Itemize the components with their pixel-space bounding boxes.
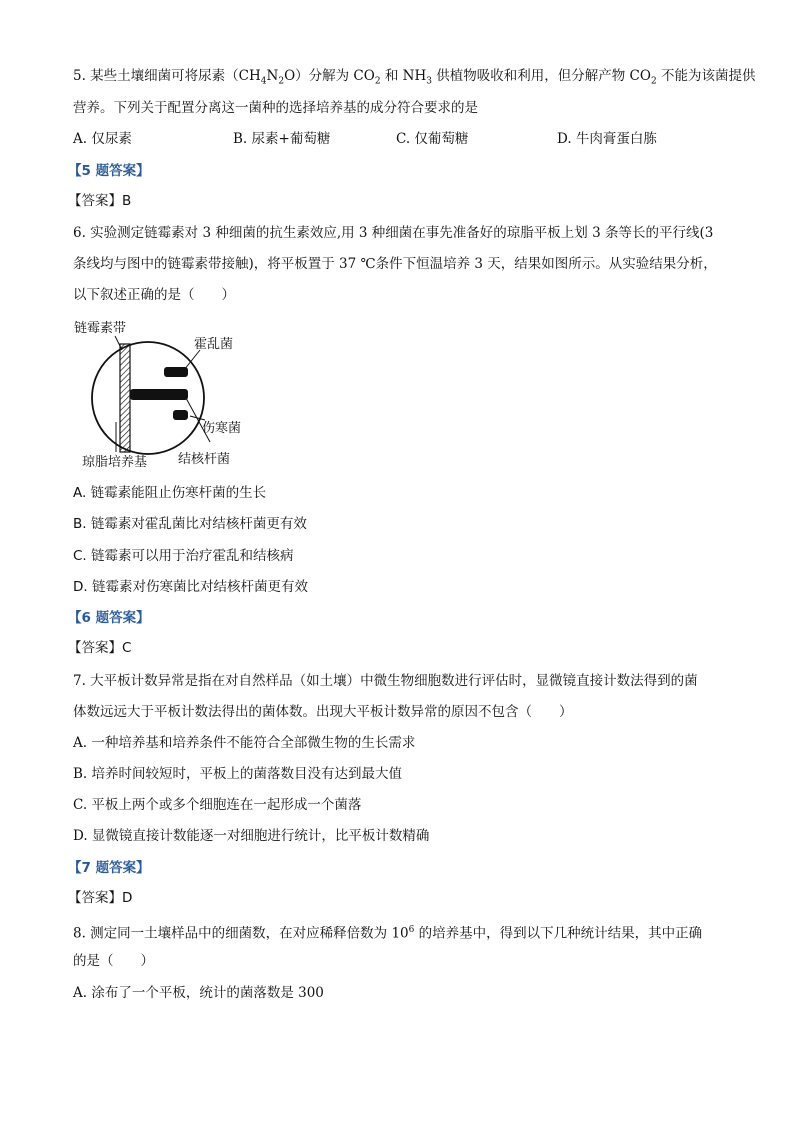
typhoid-streak — [173, 410, 188, 420]
q5-text-d: 和 NH — [380, 68, 427, 84]
q6-option-d: D. 链霉素对伤寒菌比对结核杆菌更有效 — [73, 579, 308, 595]
label-agar: 琼脂培养基 — [82, 455, 148, 470]
q8-stem-line1 — [73, 920, 702, 944]
leader-line — [184, 350, 200, 370]
q7-answer: 【答案】D — [68, 890, 133, 906]
q5-text-a: 5. 某些土壤细菌可将尿素（CH — [73, 68, 261, 84]
q5-answer: 【答案】B — [68, 193, 132, 209]
q6-answer-title: 【6 题答案】 — [68, 610, 150, 626]
petri-dish-diagram — [60, 312, 280, 472]
q8-text-a: 8. 测定同一土壤样品中的细菌数，在对应稀释倍数为 10 — [73, 925, 409, 942]
q5-stem-line2: 营养。下列关于配置分离这一菌种的选择培养基的成分符合要求的是 — [73, 100, 478, 116]
q5-answer-title: 【5 题答案】 — [68, 163, 150, 179]
label-streptomycin: 链霉素带 — [74, 321, 127, 336]
q7-option-a: A. 一种培养基和培养条件不能符合全部微生物的生长需求 — [73, 735, 416, 751]
q5-sub: 3 — [426, 76, 432, 87]
q5-text-e: 供植物吸收和利用，但分解产物 CO — [431, 68, 651, 84]
label-typhoid: 伤寒菌 — [202, 421, 242, 436]
q6-option-b: B. 链霉素对霍乱菌比对结核杆菌更有效 — [73, 516, 307, 532]
q5-sub: 2 — [650, 76, 657, 87]
q7-answer-title: 【7 题答案】 — [68, 860, 150, 876]
q5-option-a: A. 仅尿素 — [73, 131, 132, 147]
q6-answer: 【答案】C — [68, 640, 132, 656]
q7-stem-line1: 7. 大平板计数异常是指在对自然样品（如土壤）中微生物细胞数进行评估时，显微镜直接计数法得到的菌 — [73, 673, 698, 689]
q7-option-b: B. 培养时间较短时，平板上的菌落数目没有达到最大值 — [73, 766, 403, 782]
q7-option-d: D. 显微镜直接计数能逐一对细胞进行统计，比平板计数精确 — [73, 828, 430, 844]
q6-option-a: A. 链霉素能阻止伤寒杆菌的生长 — [73, 485, 267, 501]
q8-stem-line2: 的是（ ） — [73, 953, 154, 969]
q5-option-b: B. 尿素+葡萄糖 — [233, 131, 331, 147]
q8-option-a: A. 涂布了一个平板，统计的菌落数是 300 — [73, 985, 324, 1001]
q8-text-b: 的培养基中，得到以下几种统计结果，其中正确 — [414, 925, 703, 942]
q5-option-d: D. 牛肉膏蛋白胨 — [557, 131, 657, 147]
q5-sub: 2 — [374, 76, 381, 87]
q8-sup: 6 — [408, 925, 415, 935]
leader-line — [115, 336, 122, 350]
tb-streak — [130, 389, 188, 400]
q6-stem-line2: 条线均与图中的链霉素带接触)，将平板置于 37 ℃条件下恒温培养 3 天，结果如图所示。从实验结果分析， — [73, 256, 717, 272]
q5-text-f: 不能为该菌提供 — [656, 68, 756, 84]
q7-option-c: C. 平板上两个或多个细胞连在一起形成一个菌落 — [73, 797, 362, 813]
q7-stem-line2: 体数远远大于平板计数法得出的菌体数。出现大平板计数异常的原因不包含（ ） — [73, 704, 573, 720]
q5-sub: 2 — [278, 76, 285, 87]
q6-stem-line3: 以下叙述正确的是（ ） — [73, 287, 235, 303]
q5-stem-line1 — [73, 66, 755, 92]
cholera-streak — [164, 367, 188, 377]
q5-option-c: C. 仅葡萄糖 — [396, 131, 469, 147]
q6-option-c: C. 链霉素可以用于治疗霍乱和结核病 — [73, 548, 294, 564]
streptomycin-strip — [120, 344, 130, 452]
q5-sub: 4 — [260, 76, 267, 87]
label-tb: 结核杆菌 — [178, 452, 231, 467]
label-cholera: 霍乱菌 — [194, 337, 234, 352]
q6-stem-line1: 6. 实验测定链霉素对 3 种细菌的抗生素效应,用 3 种细菌在事先准备好的琼脂平板上划 3 条等长的平行线(3 — [73, 225, 714, 241]
q5-text-b: N — [266, 68, 279, 84]
q5-text-c: O）分解为 CO — [284, 68, 375, 84]
